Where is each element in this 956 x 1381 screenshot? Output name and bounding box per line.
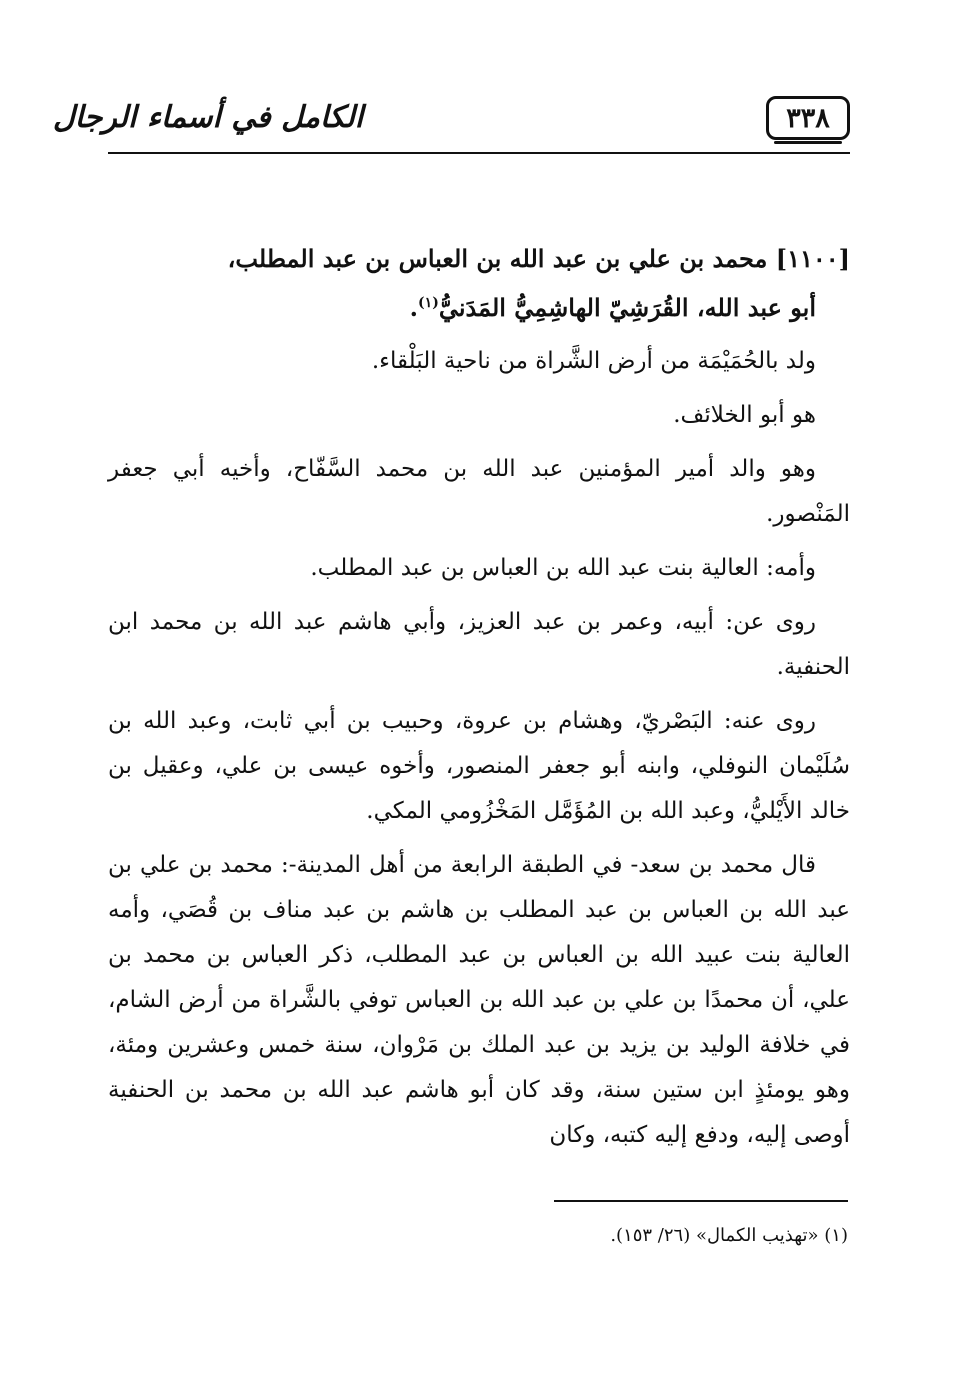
paragraph-ibn-saad: قال محمد بن سعد- في الطبقة الرابعة من أهل المدينة-: محمد بن علي بن عبد الله بن العباس بن عبد المطلب بن هاشم بن عبد مناف بن قُصَي، وأمه العالية بنت عبيد الله بن العباس بن عبد المطلب، ذكر العباس بن محمد بن علي، أن محمدًا بن علي بن عبد الله بن العباس توفي بالشَّراة من أرض الشام، في خلافة الوليد بن يزيد بن عبد الملك بن مَرْوان، سنة خمس وعشرين ومئة، وهو يومئذٍ ابن ستين سنة، وقد كان أبو هاشم عبد الله بن محمد بن الحنفية أوصى إليه، ودفع إليه كتبه، وكان xyxy=(108,852,850,1148)
footnote-divider xyxy=(554,1200,848,1202)
book-title: الكامل في أسماء الرجال xyxy=(52,99,364,135)
page-number: ٣٣٨ xyxy=(786,102,830,134)
main-text xyxy=(108,236,850,1167)
footnote-1: (١) «تهذيب الكمال» (٢٦/ ١٥٣). xyxy=(610,1225,848,1246)
footnote-reference: (١) xyxy=(418,295,439,311)
paragraph-mother: وأمه: العالية بنت عبد الله بن العباس بن عبد المطلب. xyxy=(310,555,816,581)
entry-subtitle xyxy=(108,285,850,330)
paragraph-birth: ولد بالحُمَيْمَة من أرض الشَّراة من ناحية البَلْقاء. xyxy=(371,348,816,374)
paragraph-sons: وهو والد أمير المؤمنين عبد الله بن محمد السَّفّاح، وأخيه أبي جعفر المَنْصور. xyxy=(108,456,850,527)
entry-subtitle-text: أبو عبد الله، القُرَشِيّ الهاشِمِيُّ المَدَنيُّ xyxy=(438,293,816,322)
page-number-box xyxy=(766,96,850,140)
paragraph-father-of-caliphs: هو أبو الخلائف. xyxy=(673,402,816,428)
entry-subtitle-end: . xyxy=(409,293,419,322)
page-header xyxy=(52,92,850,154)
paragraph-narrated-from: روى عن: أبيه، وعمر بن عبد العزيز، وأبي هاشم عبد الله بن محمد ابن الحنفية. xyxy=(108,609,850,680)
header-divider xyxy=(108,152,850,154)
entry-title: [١١٠٠] محمد بن علي بن عبد الله بن العباس بن عبد المطلب، xyxy=(227,244,850,273)
paragraph-narrated-by: روى عنه: البَصْريّ، وهشام بن عروة، وحبيب بن أبي ثابت، وعبد الله بن سُلَيْمان النوفلي، وابنه أبو جعفر المنصور، وأخوه عيسى بن علي، وعقيل بن خالد الأَيْليُّ، وعبد الله بن المُؤَمَّل المَخْزُومي المكي. xyxy=(108,708,850,824)
